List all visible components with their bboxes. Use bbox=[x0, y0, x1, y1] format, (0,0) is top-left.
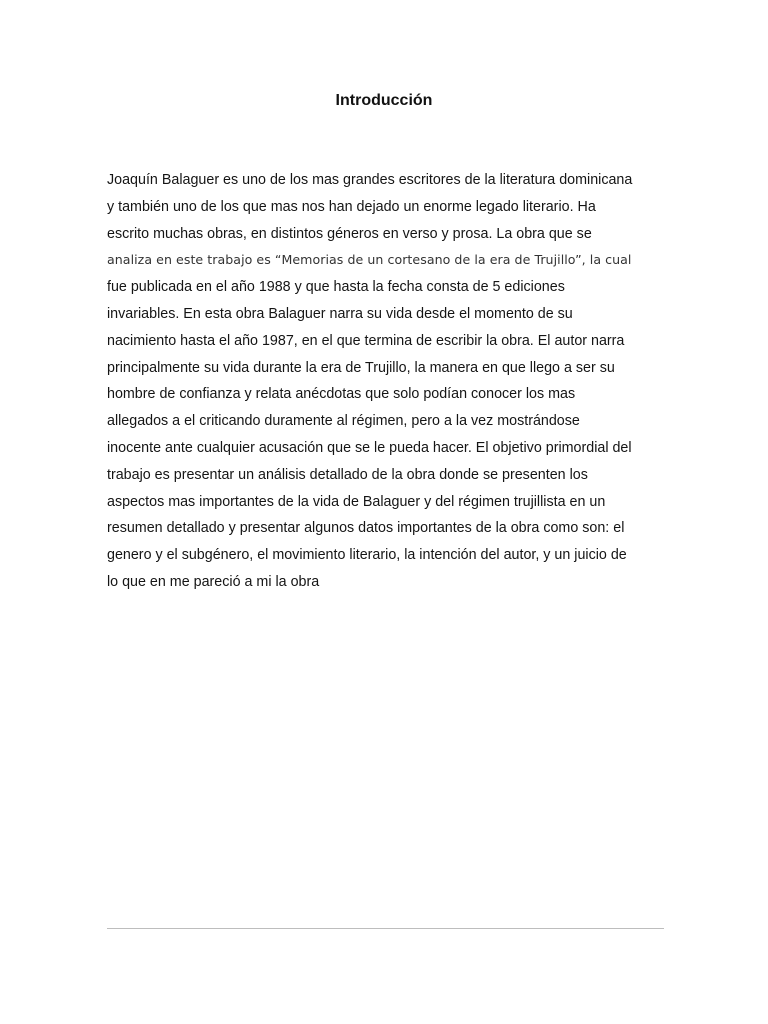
paragraph-line: trabajo es presentar un análisis detallado de la obra donde se presenten los bbox=[107, 466, 588, 483]
paragraph-line: y también uno de los que mas nos han dejado un enorme legado literario. Ha bbox=[107, 198, 596, 215]
introduction-paragraph bbox=[107, 167, 677, 596]
footer-divider bbox=[107, 928, 664, 929]
paragraph-line: escrito muchas obras, en distintos géneros en verso y prosa. La obra que se bbox=[107, 225, 592, 242]
paragraph-line: Joaquín Balaguer es uno de los mas grandes escritores de la literatura dominicana bbox=[107, 172, 633, 188]
paragraph-line: inocente ante cualquier acusación que se le pueda hacer. El objetivo primordial del bbox=[107, 439, 632, 456]
paragraph-line: allegados a el criticando duramente al régimen, pero a la vez mostrándose bbox=[107, 413, 580, 430]
paragraph-line: resumen detallado y presentar algunos datos importantes de la obra como son: el bbox=[107, 520, 625, 537]
document-title: Introducción bbox=[335, 92, 433, 109]
paragraph-line: hombre de confianza y relata anécdotas que solo podían conocer los mas bbox=[107, 386, 576, 403]
paragraph-line: aspectos mas importantes de la vida de Balaguer y del régimen trujillista en un bbox=[107, 493, 606, 510]
paragraph-line: analiza en este trabajo es “Memorias de un cortesano de la era de Trujillo”, la cual bbox=[107, 252, 632, 268]
paragraph-line: nacimiento hasta el año 1987, en el que termina de escribir la obra. El autor narra bbox=[107, 332, 625, 349]
paragraph-line: fue publicada en el año 1988 y que hasta la fecha consta de 5 ediciones bbox=[107, 279, 565, 296]
paragraph-line: lo que en me pareció a mi la obra bbox=[107, 573, 320, 590]
paragraph-line: principalmente su vida durante la era de Trujillo, la manera en que llego a ser su bbox=[107, 359, 615, 376]
paragraph-line: invariables. En esta obra Balaguer narra su vida desde el momento de su bbox=[107, 305, 573, 322]
paragraph-line: genero y el subgénero, el movimiento literario, la intención del autor, y un juicio de bbox=[107, 547, 627, 564]
